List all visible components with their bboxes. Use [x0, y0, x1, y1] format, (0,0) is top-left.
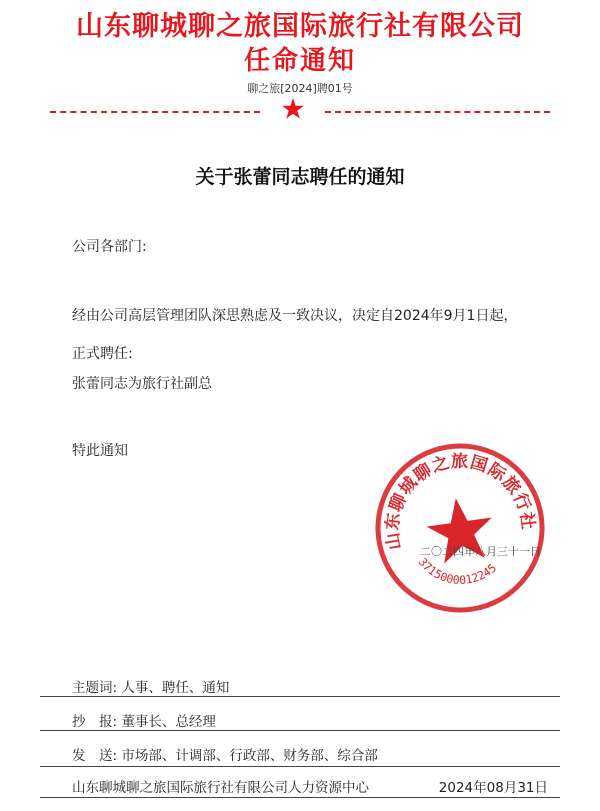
seal-ring-text: 山东聊城聊之旅国际旅行社有限公司	[382, 451, 538, 552]
footer-rule	[40, 730, 560, 731]
document-type: 任命通知	[243, 46, 356, 76]
appointment-statement: 张蕾同志为旅行社副总	[72, 376, 212, 392]
cc-row	[72, 710, 216, 730]
footer-rule	[40, 797, 560, 798]
body-paragraph: 经由公司高层管理团队深思熟虑及一致决议，决定自2024年9月1日起，	[72, 308, 518, 324]
issue-date: 2024年08月31日	[438, 780, 548, 796]
cc-label: 抄 报:	[72, 714, 118, 730]
footer-rule	[40, 766, 560, 767]
subject-words-row	[72, 676, 229, 696]
subject-words-label: 主题词:	[72, 680, 118, 696]
notice-subject: 关于张蕾同志聘任的通知	[195, 166, 405, 188]
distribution-label: 发 送:	[72, 748, 118, 764]
org-name: 山东聊城聊之旅国际旅行社有限公司	[76, 11, 524, 42]
distribution-row	[72, 744, 378, 764]
closing-line: 特此通知	[72, 443, 128, 459]
red-divider-left	[50, 111, 260, 113]
handwritten-date: 二〇二四年八月三十一日	[420, 545, 541, 558]
document-number: 聊之旅[2024]聘01号	[247, 82, 353, 95]
body-paragraph-continued: 正式聘任:	[72, 346, 133, 362]
cc-value: 董事长、总经理	[121, 714, 216, 730]
subject-words-value: 人事、聘任、通知	[121, 680, 230, 696]
seal-number: 3715000012245	[415, 554, 500, 588]
distribution-value: 市场部、计调部、行政部、财务部、综合部	[121, 748, 378, 764]
company-seal	[372, 440, 548, 616]
addressee: 公司各部门:	[72, 239, 147, 255]
issuer-department: 山东聊城聊之旅国际旅行社有限公司人力资源中心	[72, 780, 369, 796]
red-divider-right	[325, 111, 550, 113]
star-icon	[281, 97, 305, 121]
footer-rule	[40, 696, 560, 697]
